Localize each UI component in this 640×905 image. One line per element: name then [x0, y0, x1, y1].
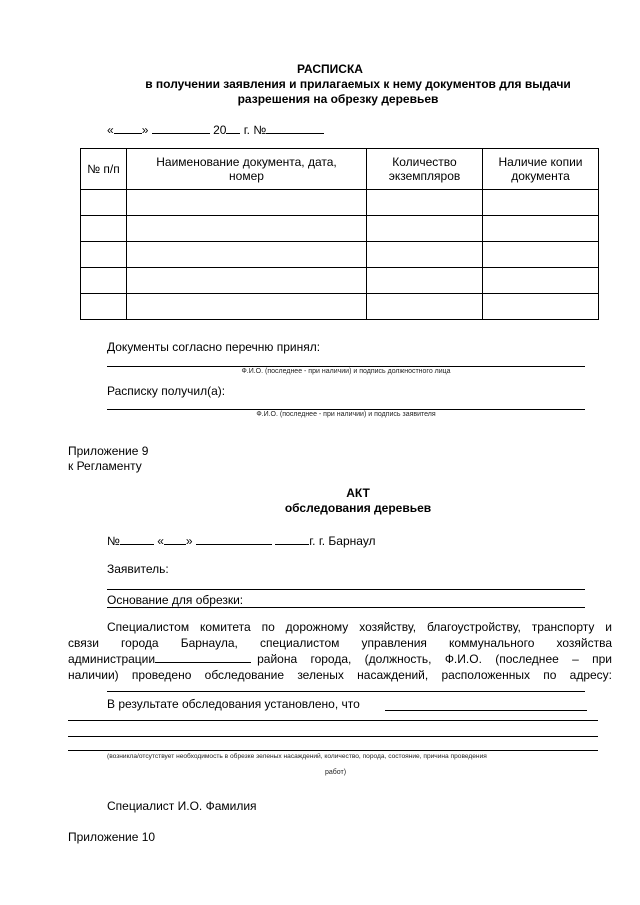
receipt-date-line [107, 122, 324, 137]
table-cell[interactable] [81, 242, 127, 268]
act-number-date-line [107, 533, 376, 548]
accepted-caption: Ф.И.О. (последнее - при наличии) и подпись должностного лица [241, 368, 451, 375]
survey-paragraph-text: района города, (должность, Ф.И.О. (последнее – при [257, 652, 612, 666]
year-blank[interactable] [226, 122, 240, 134]
survey-paragraph-text: связи города Барнаула, специалистом управления коммунального хозяйства [68, 636, 612, 650]
received-signature-line[interactable] [107, 409, 585, 410]
table-cell[interactable] [483, 216, 599, 242]
basis-label: Основание для обрезки: [107, 593, 244, 607]
col-header-document: Наименование документа, дата, номер [127, 149, 367, 190]
result-label [107, 697, 360, 711]
survey-paragraph-line3 [68, 651, 612, 667]
date-quote-close: » [141, 123, 149, 137]
table-cell[interactable] [483, 242, 599, 268]
table-header-row [81, 149, 599, 190]
result-line-2[interactable] [68, 720, 598, 721]
administration-label: администрации [68, 652, 156, 666]
table-cell[interactable] [367, 190, 483, 216]
survey-paragraph-text: Специалистом комитета по дорожному хозяйству, благоустройству, транспорту и [107, 620, 612, 634]
table-cell[interactable] [81, 216, 127, 242]
act-quote-close: » [185, 534, 193, 548]
accepted-label: Документы согласно перечню принял: [107, 340, 321, 354]
appendix10-line1: Приложение 10 [68, 830, 156, 844]
table-cell[interactable] [127, 216, 367, 242]
table-cell[interactable] [81, 268, 127, 294]
survey-paragraph-line2 [68, 635, 612, 651]
table-cell[interactable] [81, 294, 127, 320]
col-header-copy-present: Наличие копии документа [483, 149, 599, 190]
table-row [81, 216, 599, 242]
result-line-3[interactable] [68, 736, 598, 737]
receipt-title: РАСПИСКА [297, 62, 363, 76]
result-line-4[interactable] [68, 750, 598, 751]
act-city: г. г. Барнаул [309, 534, 376, 548]
date-year-tail: г. № [240, 123, 267, 137]
table-cell[interactable] [367, 294, 483, 320]
date-quote-open: « [107, 123, 114, 137]
table-cell[interactable] [367, 268, 483, 294]
table-row [81, 242, 599, 268]
basis-line[interactable] [107, 607, 585, 608]
district-blank[interactable] [155, 651, 251, 663]
table-cell[interactable] [127, 242, 367, 268]
table-row [81, 268, 599, 294]
receipt-number-blank[interactable] [266, 122, 324, 134]
result-label-text: В результате обследования установлено, что [107, 697, 360, 711]
documents-table [80, 148, 599, 320]
survey-paragraph-text: наличии) проведено обследование зеленых насаждений, расположенных по адресу: [68, 668, 612, 682]
result-caption-line2: работ) [325, 769, 347, 776]
col-header-copies: Количество экземпляров [367, 149, 483, 190]
applicant-label: Заявитель: [107, 562, 169, 576]
received-caption: Ф.И.О. (последнее - при наличии) и подпись заявителя [256, 411, 436, 418]
table-cell[interactable] [81, 190, 127, 216]
table-row [81, 190, 599, 216]
appendix9-line1: Приложение 9 [68, 444, 149, 458]
specialist-signature: Специалист И.О. Фамилия [107, 799, 257, 813]
table-cell[interactable] [367, 242, 483, 268]
date-year: 20 [213, 123, 227, 137]
act-number-blank[interactable] [120, 533, 154, 545]
col-header-number: № п/п [81, 149, 127, 190]
act-day-blank[interactable] [164, 533, 186, 545]
appendix9-line2: к Регламенту [68, 459, 142, 473]
table-cell[interactable] [127, 268, 367, 294]
result-caption-line1: (возникла/отсутствует необходимость в обрезке зеленых насаждений, количество, порода, состояние, причина проведения [107, 753, 487, 760]
result-line-1[interactable] [385, 710, 587, 711]
table-cell[interactable] [483, 268, 599, 294]
address-line[interactable] [107, 691, 585, 692]
receipt-subtitle-line2: разрешения на обрезку деревьев [237, 92, 439, 106]
receipt-subtitle-line1: в получении заявления и прилагаемых к нему документов для выдачи [145, 77, 571, 91]
table-row [81, 294, 599, 320]
day-blank[interactable] [114, 122, 142, 134]
act-quote-open: « [153, 534, 164, 548]
table-cell[interactable] [367, 216, 483, 242]
accepted-signature-line[interactable] [107, 366, 585, 367]
table-cell[interactable] [483, 294, 599, 320]
survey-paragraph-line1 [107, 619, 612, 635]
act-title: АКТ [346, 486, 370, 500]
act-subtitle: обследования деревьев [284, 501, 432, 515]
act-year-blank[interactable] [275, 533, 309, 545]
applicant-line[interactable] [107, 589, 585, 590]
received-label: Расписку получил(а): [107, 384, 226, 398]
month-blank[interactable] [152, 122, 210, 134]
act-month-blank[interactable] [196, 533, 272, 545]
survey-paragraph-line4 [68, 667, 612, 683]
table-cell[interactable] [127, 190, 367, 216]
act-number-prefix: № [107, 534, 120, 548]
table-cell[interactable] [483, 190, 599, 216]
table-cell[interactable] [127, 294, 367, 320]
